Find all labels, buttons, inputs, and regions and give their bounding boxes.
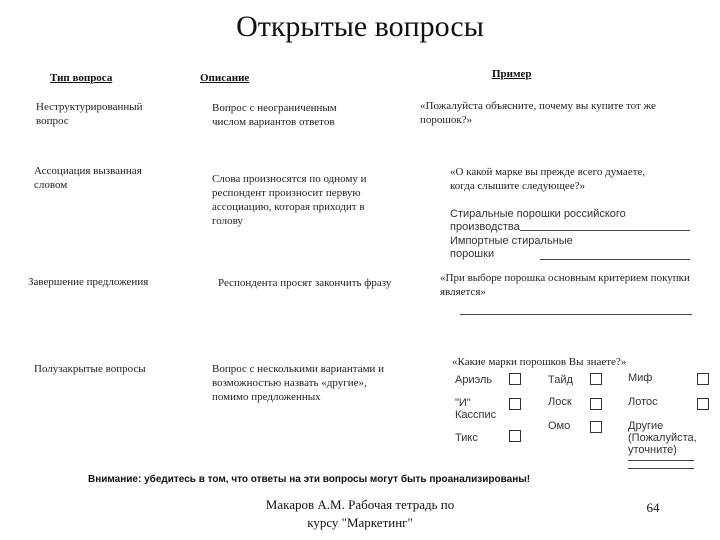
option-label: Тайд	[548, 374, 573, 386]
answer-line	[628, 468, 694, 469]
option-checkbox[interactable]	[590, 398, 602, 410]
option-checkbox[interactable]	[590, 373, 602, 385]
footer-line-1: Макаров А.М. Рабочая тетрадь по	[265, 497, 455, 512]
option-checkbox[interactable]	[590, 421, 602, 433]
row2-type: Ассоциация вызванная словом	[34, 165, 142, 191]
option-checkbox[interactable]	[697, 398, 709, 410]
row1-type: Неструктурированный вопрос	[36, 101, 143, 127]
answer-line	[540, 259, 690, 260]
option-label: Миф	[628, 372, 653, 384]
row4-type: Полузакрытые вопросы	[34, 363, 146, 375]
answer-line	[628, 460, 694, 461]
row3-example: «При выборе порошка основным критерием покупки является»	[440, 272, 690, 298]
warning-note: Внимание: убедитесь в том, что ответы на эти вопросы могут быть проанализированы!	[88, 474, 531, 485]
row3-type: Завершение предложения	[28, 276, 149, 288]
option-label: Ариэль	[455, 374, 493, 386]
option-label: Лотос	[628, 396, 658, 408]
option-label: "И" Касспис	[455, 397, 497, 421]
option-checkbox[interactable]	[697, 373, 709, 385]
row2-description: Слова произносятся по одному и респондент произносит первую ассоциацию, которая приходит в голову	[212, 173, 367, 227]
header-example: Пример	[492, 68, 532, 80]
header-description: Описание	[200, 72, 250, 84]
option-checkbox[interactable]	[509, 430, 521, 442]
row2-example: «О какой марке вы прежде всего думаете, когда слышите следующее?»	[450, 166, 646, 192]
page-number: 64	[646, 500, 660, 515]
row2-item-2: Импортные стиральные порошки	[450, 235, 573, 260]
row1-description: Вопрос с неограниченным числом вариантов ответов	[212, 102, 337, 128]
page-title: Открытые вопросы	[236, 10, 484, 43]
answer-line	[460, 314, 692, 315]
row2-item-1: Стиральные порошки российского производства	[450, 208, 626, 233]
option-checkbox[interactable]	[509, 373, 521, 385]
header-type: Тип вопроса	[50, 72, 113, 84]
footer-line-2: курсу "Маркетинг"	[307, 515, 413, 530]
option-checkbox[interactable]	[509, 398, 521, 410]
row4-description: Вопрос с несколькими вариантами и возможностью назвать «другие», помимо предложенных	[212, 363, 385, 403]
footer-credit	[240, 496, 480, 532]
answer-line	[520, 230, 690, 231]
option-label-other: Другие (Пожалуйста, уточните)	[628, 420, 697, 456]
option-label: Лоск	[548, 396, 572, 408]
row4-example: «Какие марки порошков Вы знаете?»	[452, 356, 627, 368]
option-label: Тикс	[455, 432, 478, 444]
option-label: Омо	[548, 420, 571, 432]
row1-example: «Пожалуйста объясните, почему вы купите тот же порошок?»	[420, 100, 656, 126]
row3-description: Респондента просят закончить фразу	[218, 277, 392, 289]
